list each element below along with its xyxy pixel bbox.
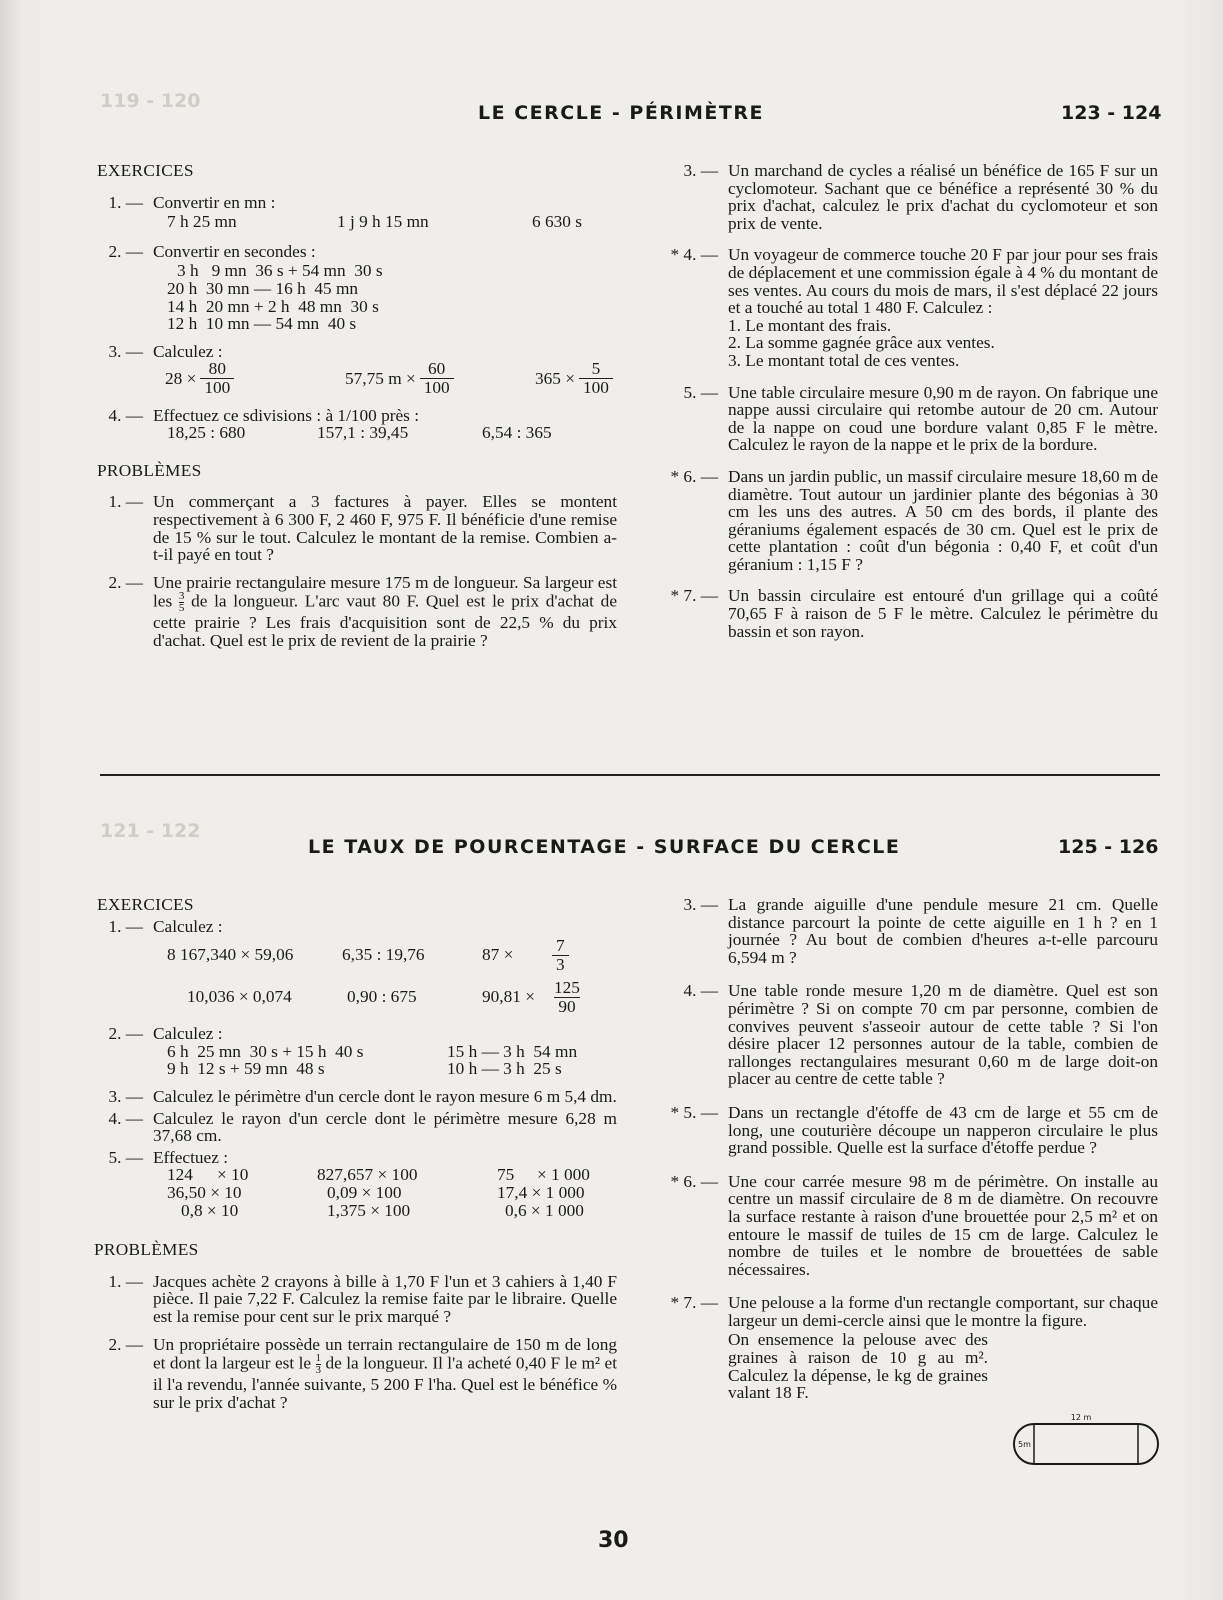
top-right-column bbox=[648, 162, 1158, 650]
exercise-3-fractions bbox=[165, 360, 617, 396]
problem-6: * 6. — Une cour carrée mesure 98 m de périmètre. On installe au centre un massif circulaire de 8 m de diamètre. On recouvre la surface restante à raison d'une brouettée pour 2,5 m² et on entoure le massif de tuiles de 15 cm de large. Calculez le nombre de tuiles et le nombre de brouettées de sable nécessaires. bbox=[670, 1171, 1158, 1279]
exercise-4: 4. — Effectuez ce sdivisions : à 1/100 près : bbox=[108, 405, 420, 425]
exercise-4: 4. — Calculez le rayon d'un cercle dont le périmètre mesure 6,28 m 37,68 cm. bbox=[108, 1108, 617, 1146]
problemes-heading: PROBLÈMES bbox=[97, 460, 202, 480]
exercise-2: 2. — Convertir en secondes : bbox=[108, 241, 316, 261]
section-divider bbox=[100, 774, 1160, 776]
exercise-1-values: 7 h 25 mn 1 j 9 h 15 mn 6 630 s bbox=[167, 212, 582, 232]
fraction: $\frac{125}{90}$ bbox=[554, 978, 580, 1016]
lawn-outline bbox=[1014, 1424, 1158, 1464]
figure-length-label: 12 m bbox=[1070, 1413, 1092, 1422]
bleed-through-number: 121 - 122 bbox=[100, 820, 201, 842]
exercise-1-row-2: 10,036 × 0,074 0,90 : 675 90,81 × $\frac{125}{90}$ bbox=[187, 978, 580, 1016]
problem-2: 2. — Une prairie rectangulaire mesure 175 m de longueur. Sa largeur est les $\frac{3}{5}$ de la longueur. L'arc vaut 80 F. Quel est le prix d'achat de cette prairie ? Les frais d'acquisition sont de 22,5 % du prix d'achat. Quel est le prix de revient de la prairie ? bbox=[108, 572, 617, 650]
exercise-3: 3. — Calculez le périmètre d'un cercle dont le rayon mesure 6 m 5,4 dm. bbox=[108, 1086, 617, 1106]
problem-5: 5. — Une table circulaire mesure 0,90 m de rayon. On fabrique une nappe aussi circulaire qui retombe autour de 20 cm. Autour de la nappe on coud une bordure valant 0,85 F le mètre. Calculez le rayon de la nappe et le prix de la bordure. bbox=[683, 382, 1158, 455]
exercise-3: 3. — Calculez : bbox=[108, 341, 223, 361]
figure-width-label: 5m bbox=[1018, 1440, 1031, 1449]
exercise-1: 1. — Convertir en mn : bbox=[108, 192, 276, 212]
problem-2: 2. — Un propriétaire possède un terrain rectangulaire de 150 m de long et dont la largeur est le $\frac{1}{3}$ de la longueur. Il l'a acheté 0,40 F le m² et il l'a revendu, l'année suivante, 5 200 F l'ha. Quel est le bénéfice % sur le prix d'achat ? bbox=[108, 1334, 617, 1412]
fraction: $\frac{7}{3}$ bbox=[552, 937, 569, 973]
problem-5: * 5. — Dans un rectangle d'étoffe de 43 cm de large et 55 cm de long, une couturière découpe un napperon circulaire le plus grand possible. Quelle est la surface d'étoffe perdue ? bbox=[670, 1102, 1158, 1158]
bottom-right-column bbox=[648, 896, 1158, 1412]
lawn-figure bbox=[1006, 1412, 1166, 1472]
exercise-2-lines: 3 h 9 mn 36 s + 54 mn 30 s 20 h 30 mn — 16 h 45 mn 14 h 20 mn + 2 h 48 mn 30 s 12 h 10 mn — 54 mn 40 s bbox=[167, 261, 383, 334]
problem-6: * 6. — Dans un jardin public, un massif circulaire mesure 18,60 m de diamètre. Tout autour un jardinier plante des bégonias à 30 cm les uns des autres. A 50 cm des bords, il plante des géraniums également espacés de 30 cm. Quel est le prix de cette plantation : coût d'un bégonia : 0,40 F, et coût d'un géranium : 1,15 F ? bbox=[670, 466, 1158, 574]
lesson-numbers: 125 - 126 bbox=[1058, 836, 1159, 858]
exercices-heading: EXERCICES bbox=[97, 161, 194, 180]
exercise-2-rows: 6 h 25 mn 30 s + 15 h 40 s 15 h — 3 h 54 mn 9 h 12 s + 59 mn 48 s 10 h — 3 h 25 s bbox=[167, 1041, 578, 1079]
fraction-expression: 365 × $\frac{5}{100}$ bbox=[535, 360, 613, 396]
fraction-expression: 57,75 m × $\frac{60}{100}$ bbox=[345, 360, 535, 396]
exercise-1: 1. — Calculez : bbox=[108, 916, 223, 936]
problemes-heading: PROBLÈMES bbox=[94, 1240, 199, 1260]
exercices-heading: EXERCICES bbox=[97, 895, 194, 914]
section-title: LE TAUX DE POURCENTAGE - SURFACE DU CERCLE bbox=[308, 836, 901, 858]
exercise-2: 2. — Calculez : bbox=[108, 1024, 223, 1044]
inline-fraction: $\frac{1}{3}$ bbox=[315, 1352, 322, 1377]
exercise-5-rows: 124 × 10 827,657 × 100 75 × 1 000 36,50 × 10 0,09 × 100 17,4 × 1 000 0,8 × 10 1,375 × 100 0,6 × 1 000 bbox=[167, 1165, 590, 1220]
page-number: 30 bbox=[598, 1528, 629, 1553]
exercise-5: 5. — Effectuez : bbox=[108, 1147, 228, 1167]
problem-3: 3. — Un marchand de cycles a réalisé un bénéfice de 165 F sur un cyclomoteur. Sachant que ce bénéfice a représenté 30 % du prix d'achat, calculez le prix d'achat du cyclomoteur et son prix de vente. bbox=[683, 161, 1158, 233]
problem-1: 1. — Un commerçant a 3 factures à payer. Elles se montent respectivement à 6 300 F, 2 460 F, 975 F. Il bénéficie d'une remise de 15 % sur le tout. Calculez le montant de la remise. Combien a-t-il payé en tout ? bbox=[108, 492, 617, 565]
bottom-left-column bbox=[94, 895, 617, 1421]
problem-4: * 4. — Un voyageur de commerce touche 20 F par jour pour ses frais de déplacement et une commission égale à 4 % du montant de ses ventes. Au cours du mois de mars, il s'est déplacé 22 jours et a touché au total 1 480 F. Calculez : 1. Le montant des frais. 2. La somme gagnée grâce aux ventes. 3. Le montant total de ces ventes. bbox=[670, 245, 1158, 370]
inline-fraction: $\frac{3}{5}$ bbox=[178, 590, 185, 615]
problem-4: 4. — Une table ronde mesure 1,20 m de diamètre. Quel est son périmètre ? Si on compte 70 cm par personne, combien de convives peuvent s'asseoir autour de cette table ? Si l'on désire placer 12 personnes autour de la table, combien de rallonges rectangulaires mesurant 0,60 m de large doit-on placer au centre de cette table ? bbox=[683, 981, 1158, 1089]
lesson-numbers: 123 - 124 bbox=[1061, 102, 1162, 124]
problem-7: * 7. — Un bassin circulaire est entouré d'un grillage qui a coûté 70,65 F à raison de 5 F le mètre. Calculez le périmètre du bassin et son rayon. bbox=[670, 586, 1158, 641]
problem-7: * 7. — Une pelouse a la forme d'un rectangle comportant, sur chaque largeur un demi-cercle ainsi que le montre la figure. On ensemence la pelouse avec des graines à raison de 10 g au m². Calculez la dépense, le kg de graines valant 18 F. bbox=[670, 1293, 1158, 1403]
top-left-column bbox=[97, 162, 617, 659]
section-title: LE CERCLE - PÉRIMÈTRE bbox=[478, 102, 764, 124]
exercise-4-values: 18,25 : 680 157,1 : 39,45 6,54 : 365 bbox=[167, 423, 552, 443]
bleed-through-number: 119 - 120 bbox=[100, 90, 201, 112]
exercise-1-row-1: 8 167,340 × 59,06 6,35 : 19,76 87 × $\frac{7}{3}$ bbox=[167, 935, 617, 975]
fraction-expression: 28 × $\frac{80}{100}$ bbox=[165, 360, 325, 396]
problem-1: 1. — Jacques achète 2 crayons à bille à 1,70 F l'un et 3 cahiers à 1,40 F pièce. Il paie 7,22 F. Calculez la remise faite par le libraire. Quelle est la remise pour cent sur le prix marqué ? bbox=[108, 1271, 617, 1326]
problem-3: 3. — La grande aiguille d'une pendule mesure 21 cm. Quelle distance parcourt la pointe de cette aiguille en 1 h ? en 1 journée ? Au bout de combien d'heures a-t-elle parcouru 6,594 m ? bbox=[683, 895, 1158, 967]
